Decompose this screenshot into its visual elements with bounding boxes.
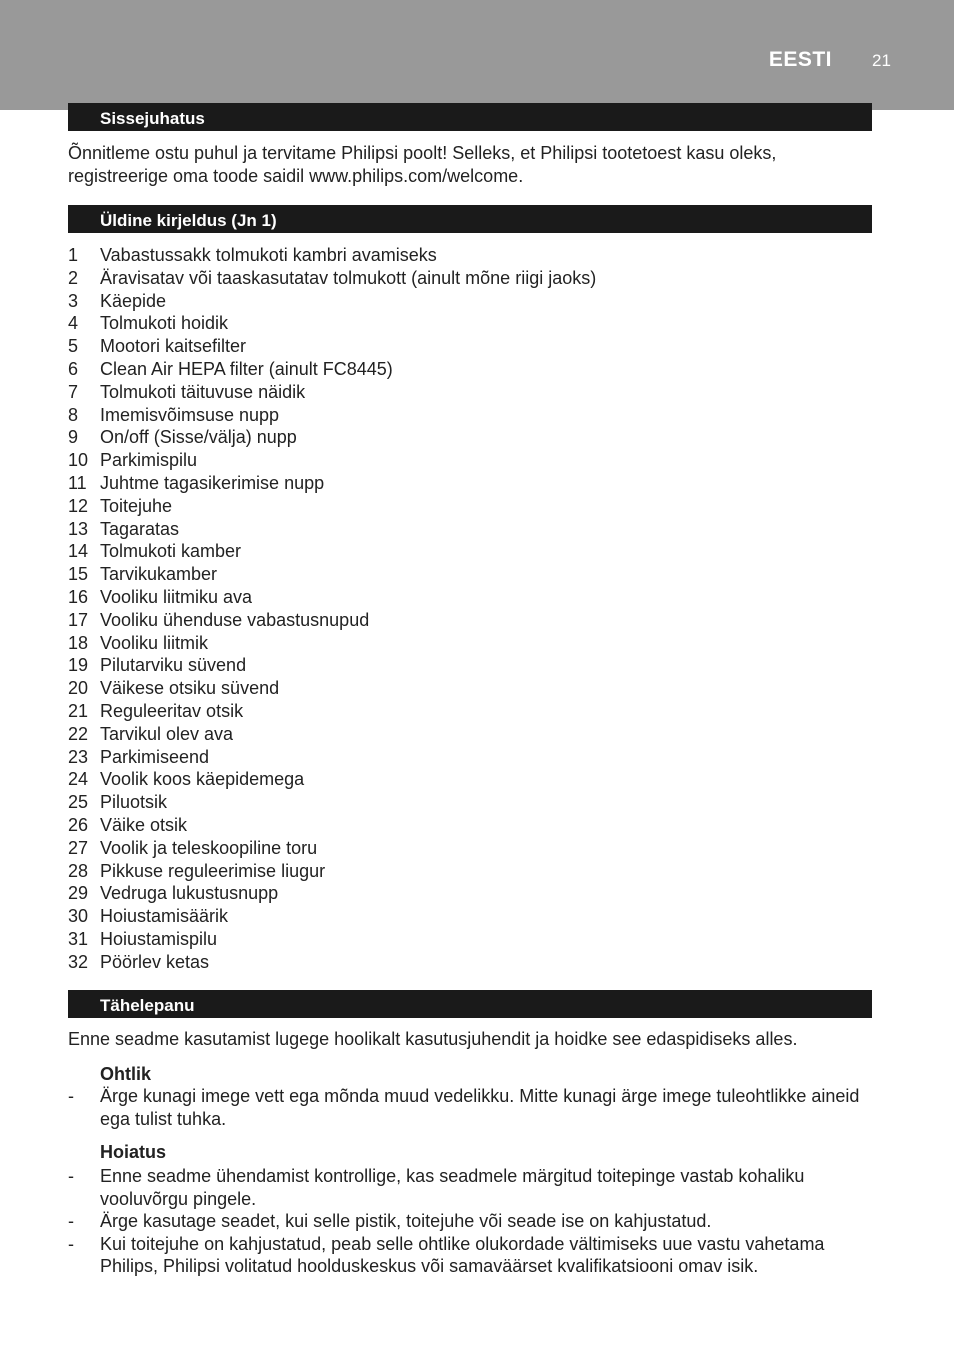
list-item-number: 19 — [68, 655, 89, 676]
section-heading-intro — [68, 103, 872, 131]
list-item-number: 28 — [68, 860, 89, 881]
intro-paragraph: Õnnitleme ostu puhul ja tervitame Philipsi poolt! Selleks, et Philipsi tootetoest kasu oleks, registreerige oma toode saidil www.philips.com/welcome. — [68, 143, 777, 186]
list-item-label: Juhtme tagasikerimise nupp — [100, 472, 325, 493]
list-item — [68, 677, 596, 700]
list-item — [68, 746, 596, 769]
list-item-label: Tolmukoti täituvuse näidik — [100, 381, 306, 402]
list-item — [68, 381, 596, 404]
list-item — [68, 860, 596, 883]
list-item-number: 11 — [68, 472, 87, 493]
bullet-dash: - — [68, 1211, 74, 1231]
page-number: 21 — [872, 51, 891, 70]
list-item — [68, 632, 596, 655]
list-item — [68, 586, 596, 609]
list-item — [68, 472, 596, 495]
list-item-number: 31 — [68, 928, 89, 949]
list-item-number: 7 — [68, 381, 79, 402]
list-item-number: 8 — [68, 404, 79, 425]
list-item — [68, 267, 596, 290]
list-item-number: 27 — [68, 837, 89, 858]
list-item-label: Käepide — [100, 290, 167, 311]
list-item — [68, 518, 596, 541]
list-item-label: Vooliku liitmik — [100, 632, 209, 653]
list-item-label: Tarvikukamber — [100, 564, 218, 585]
list-item-label: Vedruga lukustusnupp — [100, 883, 279, 904]
list-item — [68, 404, 596, 427]
list-item-label: Tolmukoti hoidik — [100, 313, 229, 334]
list-item — [68, 244, 596, 267]
list-item — [68, 905, 596, 928]
list-item-number: 21 — [68, 700, 89, 721]
list-item — [68, 814, 596, 837]
list-item-label: Parkimiseend — [100, 746, 210, 767]
list-item — [68, 928, 596, 951]
list-item-label: Äravisatav või taaskasutatav tolmukott (ainult mõne riigi jaoks) — [100, 267, 597, 288]
bullet-item — [68, 1085, 868, 1130]
list-item-label: Reguleeritav otsik — [100, 700, 244, 721]
list-item — [68, 882, 596, 905]
bullet-item — [68, 1165, 868, 1210]
list-item-label: Voolik ja teleskoopiline toru — [100, 837, 318, 858]
bullet-text: Ärge kasutage seadet, kui selle pistik, toitejuhe või seade ise on kahjustatud. — [100, 1211, 712, 1231]
list-item-number: 30 — [68, 906, 89, 927]
list-item-number: 29 — [68, 883, 89, 904]
list-item-label: Hoiustamisäärik — [100, 906, 229, 927]
list-item-label: Hoiustamispilu — [100, 928, 218, 949]
list-item-label: Toitejuhe — [100, 495, 173, 516]
list-item-label: Väike otsik — [100, 814, 188, 835]
bullet-text: Kui toitejuhe on kahjustatud, peab selle ohtlike olukordade vältimiseks uue vastu vahetama Philips, Philipsi volitatud hoolduskeskus või samaväärset kvalifikatsiooni omav isik. — [100, 1233, 825, 1276]
list-item — [68, 768, 596, 791]
list-item-label: On/off (Sisse/välja) nupp — [100, 427, 297, 448]
list-item — [68, 335, 596, 358]
list-item — [68, 426, 596, 449]
bullet-dash: - — [68, 1233, 74, 1254]
list-item-label: Pilutarviku süvend — [100, 655, 247, 676]
list-item — [68, 358, 596, 381]
list-item-number: 6 — [68, 358, 79, 379]
list-item-label: Parkimispilu — [100, 450, 198, 471]
page-header-bar — [0, 0, 954, 110]
list-item-label: Piluotsik — [100, 792, 168, 813]
list-item-label: Clean Air HEPA filter (ainult FC8445) — [100, 358, 393, 379]
list-item-number: 32 — [68, 951, 89, 972]
list-item-number: 16 — [68, 586, 89, 607]
list-item-number: 2 — [68, 267, 79, 288]
list-item-number: 24 — [68, 769, 89, 790]
list-item-number: 17 — [68, 609, 89, 630]
list-item-label: Vooliku ühenduse vabastusnupud — [100, 609, 370, 630]
warning-heading: Hoiatus — [100, 1142, 167, 1162]
parts-list — [68, 244, 596, 974]
list-item-number: 25 — [68, 792, 89, 813]
attention-paragraph: Enne seadme kasutamist lugege hoolikalt kasutusjuhendit ja hoidke see edaspidiseks alles. — [68, 1029, 798, 1049]
list-item-label: Tagaratas — [100, 518, 180, 539]
list-item — [68, 723, 596, 746]
section-title: Tähelepanu — [100, 996, 195, 1015]
list-item — [68, 791, 596, 814]
list-item-number: 4 — [68, 313, 79, 334]
section-title: Sissejuhatus — [100, 109, 205, 128]
danger-heading: Ohtlik — [100, 1064, 152, 1084]
list-item-number: 10 — [68, 450, 89, 471]
list-item-number: 12 — [68, 495, 89, 516]
bullet-text: Enne seadme ühendamist kontrollige, kas seadmele märgitud toitepinge vastab kohaliku vooluvõrgu pingele. — [100, 1166, 805, 1209]
list-item-number: 23 — [68, 746, 89, 767]
warning-list — [68, 1165, 868, 1278]
list-item — [68, 837, 596, 860]
list-item-number: 22 — [68, 723, 89, 744]
list-item-number: 9 — [68, 427, 79, 448]
list-item-number: 15 — [68, 564, 89, 585]
section-heading-general — [68, 205, 872, 233]
list-item-label: Mootori kaitsefilter — [100, 336, 247, 357]
list-item — [68, 951, 596, 974]
list-item-label: Imemisvõimsuse nupp — [100, 404, 280, 425]
list-item — [68, 495, 596, 518]
list-item-label: Tolmukoti kamber — [100, 541, 242, 562]
language-label: EESTI — [768, 48, 832, 71]
section-title: Üldine kirjeldus (Jn 1) — [100, 211, 277, 230]
list-item — [68, 563, 596, 586]
list-item — [68, 609, 596, 632]
list-item-number: 20 — [68, 678, 89, 699]
bullet-item — [68, 1233, 868, 1278]
list-item — [68, 449, 596, 472]
list-item-number: 18 — [68, 632, 89, 653]
list-item — [68, 654, 596, 677]
list-item-label: Tarvikul olev ava — [100, 723, 234, 744]
list-item-label: Pöörlev ketas — [100, 951, 210, 972]
list-item-label: Vooliku liitmiku ava — [100, 586, 253, 607]
list-item — [68, 540, 596, 563]
bullet-dash: - — [68, 1166, 74, 1186]
list-item-number: 26 — [68, 814, 89, 835]
list-item-label: Voolik koos käepidemega — [100, 769, 305, 790]
bullet-text: Ärge kunagi imege vett ega mõnda muud vedelikku. Mitte kunagi ärge imege tuleohtlikke aineid ega tulist tuhka. — [100, 1086, 860, 1129]
list-item-number: 3 — [68, 290, 79, 311]
bullet-item — [68, 1210, 868, 1233]
list-item-label: Väikese otsiku süvend — [100, 678, 280, 699]
list-item — [68, 700, 596, 723]
bullet-dash: - — [68, 1086, 74, 1106]
danger-list — [68, 1085, 868, 1130]
list-item-number: 1 — [68, 245, 79, 265]
list-item-number: 5 — [68, 336, 79, 357]
list-item — [68, 290, 596, 313]
list-item-number: 13 — [68, 518, 89, 539]
section-heading-attention — [68, 990, 872, 1018]
list-item-label: Pikkuse reguleerimise liugur — [100, 860, 326, 881]
list-item-number: 14 — [68, 541, 89, 562]
list-item-label: Vabastussakk tolmukoti kambri avamiseks — [100, 245, 437, 265]
list-item — [68, 312, 596, 335]
